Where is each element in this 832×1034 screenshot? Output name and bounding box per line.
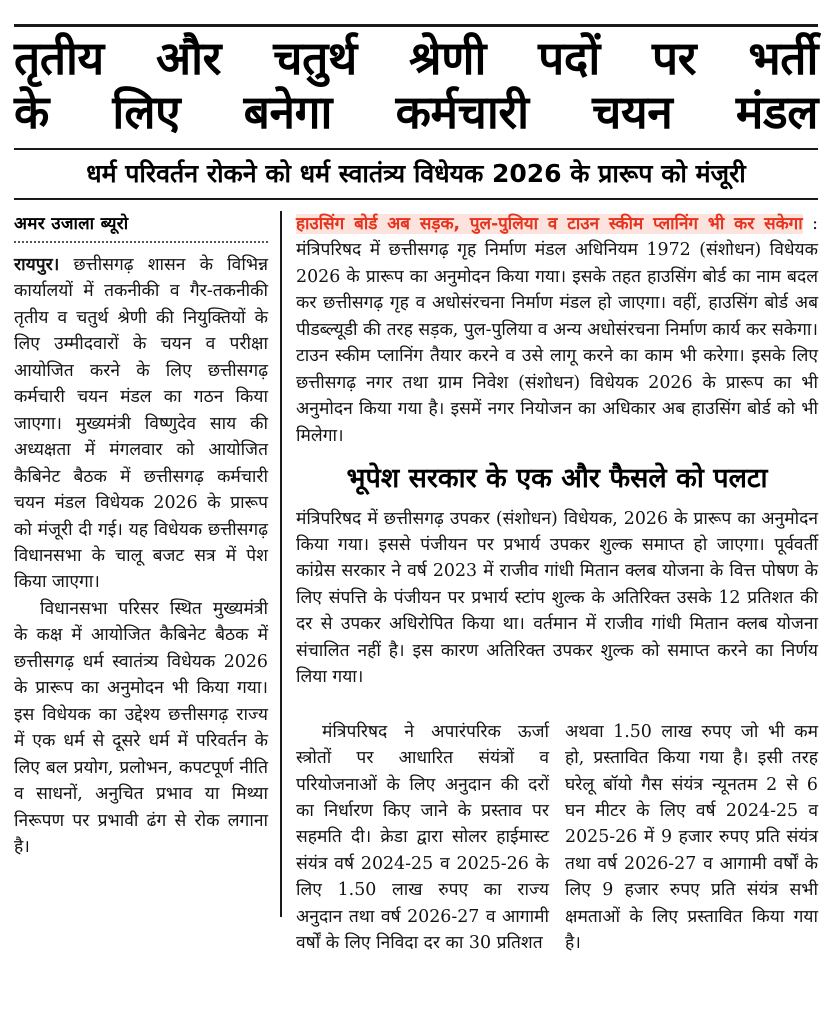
housing-board-paragraph (296, 211, 818, 449)
dateline: रायपुर। (14, 255, 60, 276)
bottom-paragraph-1: मंत्रिपरिषद ने अपारंपरिक ऊर्जा स्त्रोतों पर आधारित संयंत्रों व परियोजनाओं के लिए अनुदान की दरों का निर्धारण किए जाने के प्रस्ताव पर सहमति दी। क्रेडा द्वारा सोलर हाईमास्ट संयंत्र वर्ष 2024-25 व 2025-26 के लिए 1.50 लाख रुपए का राज्य अनुदान तथा वर्ष 2026-27 व आगामी वर्षों के लिए निविदा दर का 30 प्रतिशत (296, 721, 549, 954)
left-paragraph-1-text: छत्तीसगढ़ शासन के विभिन्न कार्यालयों में तकनीकी व गैर-तकनीकी तृतीय व चतुर्थ श्रेणी की नियुक्तियों के लिए उम्मीदवारों के चयन व परीक्षा आयोजित करने के लिए छत्तीसगढ़ कर्मचारी चयन मंडल का गठन किया जाएगा। मुख्यमंत्री विष्णुदेव साय की अध्यक्षता में मंगलवार को आयोजित कैबिनेट बैठक में छत्तीसगढ़ कर्मचारी चयन मंडल विधेयक 2026 के प्रारूप को मंजूरी दी गई। यह विधेयक छत्तीसगढ़ विधानसभा के चालू बजट सत्र में पेश किया जाएगा। (14, 255, 268, 593)
bottom-paragraph-2: अथवा 1.50 लाख रुपए जो भी कम हो, प्रस्तावित किया गया है। इसी तरह घरेलू बॉयो गैस संयंत्र न्यूनतम 2 से 6 घन मीटर के लिए वर्ष 2024-25 व 2025-26 में 9 हजार रुपए प्रति संयंत्र तथा वर्ष 2026-27 व आगामी वर्षों के लिए 9 हजार रुपए प्रति संयंत्र सभी क्षमताओं के लिए प्रस्तावित किया गया है। (565, 721, 818, 954)
right-column (282, 211, 818, 954)
kicker-highlight: हाउसिंग बोर्ड अब सड़क, पुल-पुलिया व टाउन स्कीम प्लानिंग भी कर सकेगा (296, 214, 803, 235)
article-body (14, 211, 818, 954)
page-title (14, 33, 818, 138)
bottom-sub-columns (296, 719, 818, 957)
section-paragraph: मंत्रिपरिषद में छत्तीसगढ़ उपकर (संशोधन) विधेयक, 2026 के प्रारूप का अनुमोदन किया गया। इससे पंजीयन पर प्रभार्य उपकर शुल्क समाप्त हो जाएगा। पूर्ववर्ती कांग्रेस सरकार ने वर्ष 2023 में राजीव गांधी मितान क्लब योजना के वित्त पोषण के लिए संपत्ति के पंजीयन पर प्रभार्य स्टांप शुल्क के अतिरिक्त उसके 12 प्रतिशत की दर से उपकर अधिरोपित किया था। वर्तमान में राजीव गांधी मितान क्लब योजना संचालित नहीं है। इस कारण अतिरिक्त उपकर शुल्क को समाप्त करने का निर्णय लिया गया। (296, 508, 818, 688)
headline-line-2: के लिए बनेगा कर्मचारी चयन मंडल (14, 84, 818, 139)
left-column (14, 211, 282, 917)
housing-board-body: : मंत्रिपरिषद में छत्तीसगढ़ गृह निर्माण मंडल अधिनियम 1972 (संशोधन) विधेयक 2026 के प्रारूप का अनुमोदन किया गया। इसके तहत हाउसिंग बोर्ड का नाम बदल कर छत्तीसगढ़ गृह व अधोसंरचना निर्माण मंडल हो जाएगा। वहीं, हाउसिंग बोर्ड अब पीडब्ल्यूडी की तरह सड़क, पुल-पुलिया व अन्य अधोसंरचना निर्माण कार्य कर सकेगा। टाउन स्कीम प्लानिंग तैयार करने व उसे लागू करने का काम भी करेगा। इसके लिए छत्तीसगढ़ नगर तथा ग्राम निवेश (संशोधन) विधेयक 2026 के प्रारूप का भी अनुमोदन किया गया है। इसमें नगर नियोजन का अधिकार अब हाउसिंग बोर्ड को भी मिलेगा। (296, 214, 818, 446)
headline-bottom-rule (14, 148, 818, 150)
bottom-sub-column-2 (565, 719, 818, 957)
subheadline-bottom-rule (14, 198, 818, 200)
section-heading: भूपेश सरकार के एक और फैसले को पलटा (346, 463, 768, 495)
bottom-sub-column-1 (296, 719, 549, 957)
left-paragraph-1 (14, 252, 268, 596)
headline-line-1: तृतीय और चतुर्थ श्रेणी पदों पर भर्ती (14, 31, 818, 85)
byline-dotted-divider (14, 241, 268, 243)
byline: अमर उजाला ब्यूरो (14, 214, 129, 235)
top-rule-divider (14, 24, 818, 27)
left-paragraph-2: विधानसभा परिसर स्थित मुख्यमंत्री के कक्ष में आयोजित कैबिनेट बैठक में छत्तीसगढ़ धर्म स्वातंत्र्य विधेयक 2026 के प्रारूप का अनुमोदन भी किया गया। इस विधेयक का उद्देश्य छत्तीसगढ़ राज्य में एक धर्म से दूसरे धर्म में परिवर्तन के लिए बल प्रयोग, प्रलोभन, कपटपूर्ण नीति व साधनों, अनुचित प्रभाव या मिथ्या निरूपण पर प्रभावी ढंग से रोक लगाना है। (14, 598, 268, 857)
newspaper-clipping (0, 24, 832, 1034)
subheadline: धर्म परिवर्तन रोकने को धर्म स्वातंत्र्य विधेयक 2026 के प्रारूप को मंजूरी (86, 159, 746, 189)
